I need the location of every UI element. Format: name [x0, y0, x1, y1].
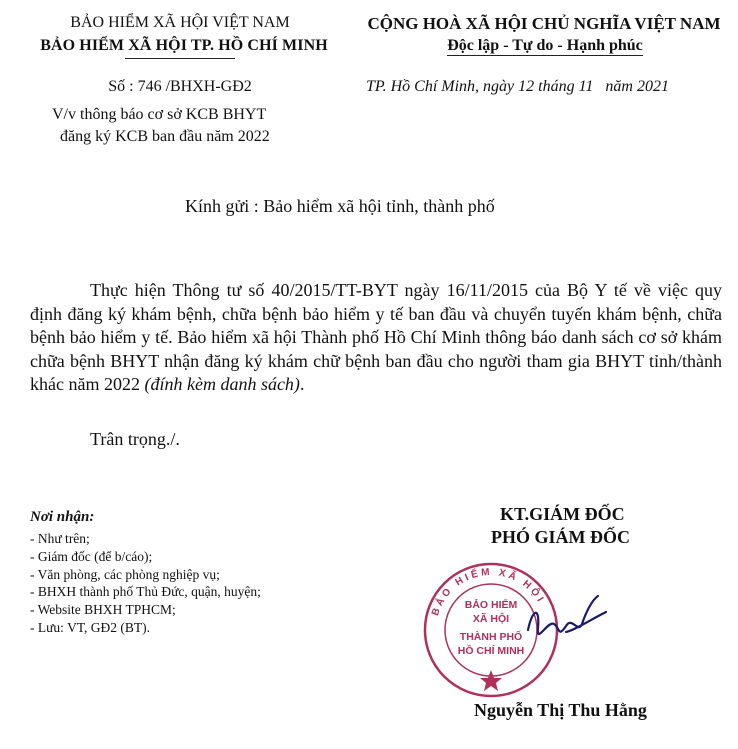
nation-motto-text: Độc lập - Tự do - Hạnh phúc [447, 37, 643, 54]
recipient-item: - Lưu: VT, GĐ2 (BT). [30, 619, 151, 635]
recipient-item: - Như trên; [30, 531, 90, 546]
subject-line-1: V/v thông báo cơ sở KCB BHYT [52, 106, 267, 123]
stamp-line-4: HỒ CHÍ MINH [457, 645, 525, 657]
signature-title-1: KT.GIÁM ĐỐC [500, 504, 625, 524]
document-number: Số : 746 /BHXH-GĐ2 [108, 78, 252, 95]
stamp-star-icon [480, 670, 502, 691]
stamp-ring-text: BẢO HIỂM XÃ HỘI [429, 566, 547, 618]
recipient-item: - Giám đốc (để b/cáo); [30, 548, 153, 564]
body-end: . [299, 374, 305, 394]
recipients-list [30, 530, 261, 637]
agency-parent: BẢO HIỂM XÃ HỘI VIỆT NAM [70, 14, 290, 31]
body-text: Thực hiện Thông tư số 40/2015/TT-BYT ngày 16/11/2015 của Bộ Y tế về việc quy định đăng ký khám bệnh, chữa bệnh bảo hiểm y tế ban đầu và chuyển tuyến khám bệnh, chữa bệnh bảo hiểm y tế. Bảo hiểm xã hội Thành phố Hồ Chí Minh thông báo danh sách cơ sở khám chữa bệnh BHYT nhận đăng ký khám chữ bệnh ban đầu cho người tham gia BHYT tỉnh/thành khác năm 2022 [30, 280, 722, 394]
closing: Trân trọng./. [90, 429, 180, 449]
nation-title: CỘNG HOÀ XÃ HỘI CHỦ NGHĨA VIỆT NAM [367, 14, 721, 33]
body-paragraph [30, 279, 722, 397]
handwritten-signature [520, 590, 610, 660]
stamp-line-2: XÃ HỘI [472, 613, 510, 625]
agency-name: BẢO HIỂM XÃ HỘI TP. HỒ CHÍ MINH [40, 37, 328, 54]
recipient-item: - Website BHXH TPHCM; [30, 602, 176, 618]
recipient-item: - Văn phòng, các phòng nghiệp vụ; [30, 566, 220, 582]
signature-title-2: PHÓ GIÁM ĐỐC [491, 527, 630, 547]
attachment-note: (đính kèm danh sách) [144, 374, 300, 394]
signer-name: Nguyễn Thị Thu Hằng [474, 700, 647, 720]
addressee: Kính gửi : Bảo hiểm xã hội tỉnh, thành phố [185, 196, 495, 216]
agency-underline [125, 58, 235, 59]
stamp-line-1: BẢO HIỂM [464, 599, 518, 611]
recipients-title: Nơi nhận: [30, 509, 95, 525]
subject-line-2: đăng ký KCB ban đầu năm 2022 [60, 128, 270, 145]
nation-motto [370, 37, 720, 55]
place-date: TP. Hồ Chí Minh, ngày 12 tháng 11 năm 2021 [366, 78, 669, 95]
recipient-item: - BHXH thành phố Thủ Đức, quận, huyện; [30, 584, 261, 600]
stamp-line-3: THÀNH PHỐ [459, 631, 523, 643]
